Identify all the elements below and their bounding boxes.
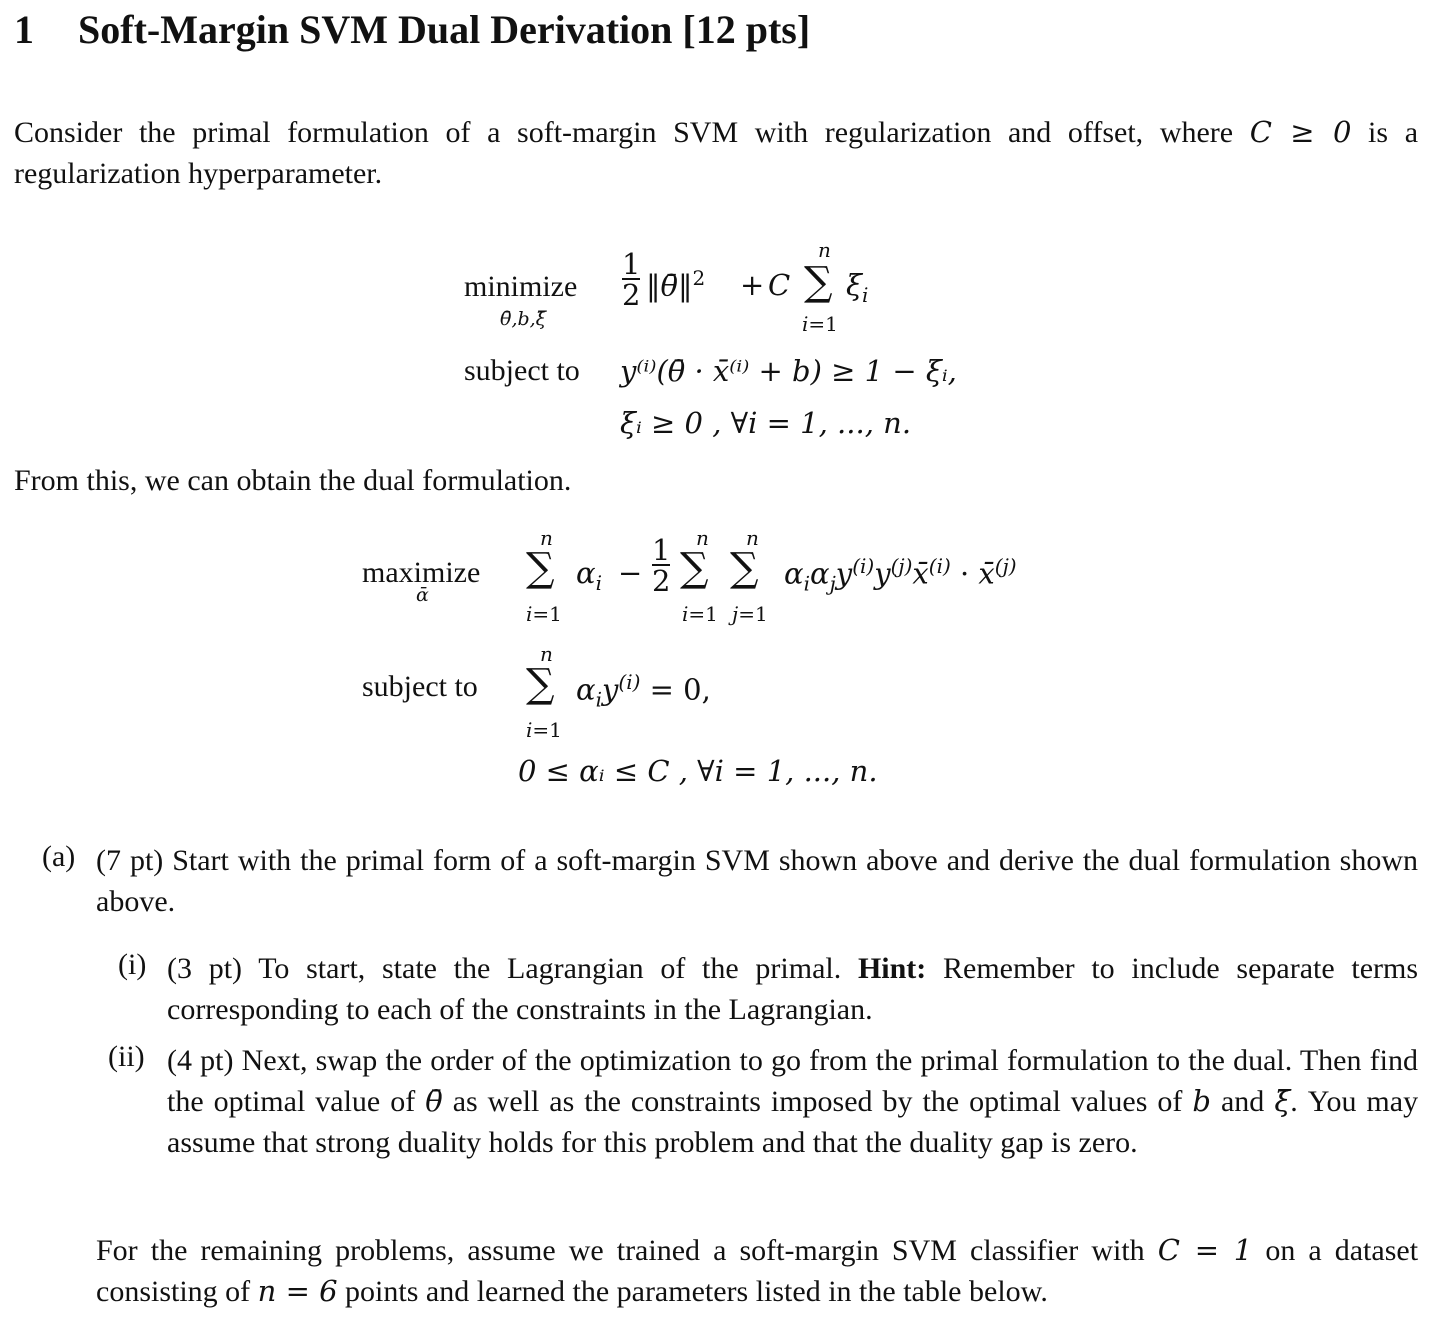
intro-text-1: Consider the primal formulation of a soft-margin SVM with regularization and offset, where	[14, 116, 1234, 149]
sum4-lower: i=1	[526, 718, 562, 742]
subpart-i-text-1: (3 pt) To start, state the Lagrangian of the primal.	[167, 952, 842, 985]
intro-math: C ≥ 0	[1249, 115, 1352, 149]
subpart-ii-text-2: as well as the constraints imposed by the optimal values of	[452, 1085, 1183, 1118]
section-heading	[14, 6, 810, 53]
subpart-i-label: (i)	[118, 948, 147, 981]
theta-symbol: θ̄	[425, 1084, 443, 1118]
section-title: Soft-Margin SVM Dual Derivation [12 pts]	[78, 7, 811, 52]
primal-constraint-2: ξᵢ ≥ 0 , ∀i = 1, ..., n.	[620, 406, 912, 440]
xi-symbol: ξ̄	[1274, 1084, 1291, 1118]
sum2-upper: n	[696, 526, 709, 550]
dual-constraint-1	[522, 640, 922, 750]
sum4-symbol: ∑	[526, 661, 555, 707]
dual-constraint-2: 0 ≤ αᵢ ≤ C , ∀i = 1, ..., n.	[518, 754, 878, 788]
sum-lower-limit: i=1	[802, 312, 838, 336]
closing-paragraph	[96, 1230, 1418, 1312]
subpart-ii-text-3: and	[1220, 1085, 1265, 1118]
plus-sign: +	[740, 268, 765, 302]
closing-text-3: points and learned the parameters listed in the table below.	[345, 1275, 1048, 1308]
intro-paragraph	[14, 112, 1418, 194]
sum2-symbol: ∑	[680, 545, 709, 591]
sum3-symbol: ∑	[730, 545, 759, 591]
part-a-label: (a)	[42, 840, 76, 873]
section-number: 1	[14, 7, 34, 52]
sum-upper-limit: n	[818, 238, 831, 262]
dual-intro: From this, we can obtain the dual formulation.	[14, 464, 572, 497]
subpart-i-text-2: Remember to include separate terms corresponding to each of the constraints in the Lagrangian.	[167, 952, 1419, 1026]
sum3-upper: n	[746, 526, 759, 550]
c-symbol: C	[768, 268, 791, 302]
closing-text-1: For the remaining problems, assume we trained a soft-margin SVM classifier with	[96, 1234, 1145, 1267]
primal-constraint-1: y⁽ⁱ⁾(θ̄ · x̄⁽ⁱ⁾ + b) ≥ 1 − ξᵢ,	[620, 354, 957, 388]
dual-half-fraction: 1 2	[652, 533, 671, 598]
half-fraction: 1 2	[622, 247, 641, 312]
sum1-symbol: ∑	[526, 545, 555, 591]
sum4-upper: n	[540, 642, 553, 666]
closing-math-n: n = 6	[257, 1274, 338, 1308]
minus-sign: −	[618, 556, 643, 590]
sum1-upper: n	[540, 526, 553, 550]
dual-subject-to-label: subject to	[362, 670, 478, 703]
part-a-text: (7 pt) Start with the primal form of a soft-margin SVM shown above and derive the dual formulation shown above.	[96, 844, 1418, 918]
primal-minimize-label: minimize	[464, 270, 578, 303]
theta-norm: ‖θ̄‖$^2$	[646, 266, 706, 303]
primal-subject-to-label: subject to	[464, 354, 580, 387]
sum1-lower: i=1	[526, 602, 562, 626]
sum2-lower: i=1	[682, 602, 718, 626]
dual-objective	[522, 524, 1242, 634]
dual-constraint-1-expr: $\alpha_iy^{(i)} = 0$,	[576, 670, 711, 712]
subpart-ii-text	[167, 1040, 1418, 1163]
dual-summand: $\alpha_i\alpha_jy^{(i)}y^{(j)}x̄^{(i)}$ · x̄$^{(j)}$	[784, 554, 1017, 596]
alpha-i: $\alpha_i$	[576, 556, 602, 595]
dual-maximize-label: maximize	[362, 556, 481, 589]
closing-math-c: C = 1	[1157, 1233, 1253, 1267]
subpart-ii-text-1: (4 pt) Next, swap the order of the optimization to go from the primal formulation to the dual. Then find the optimal value of	[167, 1044, 1418, 1118]
sum-symbol: ∑	[804, 259, 833, 305]
hint-label: Hint:	[857, 952, 927, 985]
primal-minimize-subscript: θ̄,b,ξ̄	[500, 308, 547, 330]
sum3-lower: j=1	[732, 602, 768, 626]
subpart-i-text	[167, 948, 1418, 1030]
subpart-ii-label: (ii)	[108, 1040, 145, 1073]
closing-text-2: on a dataset consisting of	[96, 1234, 1419, 1308]
dual-maximize-subscript: ᾱ	[416, 584, 429, 606]
xi-i: $\xi_i$	[846, 268, 869, 307]
b-symbol: b	[1192, 1084, 1211, 1118]
intro-text-2: is a regularization hyperparameter.	[14, 116, 1419, 190]
subpart-ii-text-4: . You may assume that strong duality holds for this problem and that the duality gap is zero.	[167, 1085, 1419, 1159]
